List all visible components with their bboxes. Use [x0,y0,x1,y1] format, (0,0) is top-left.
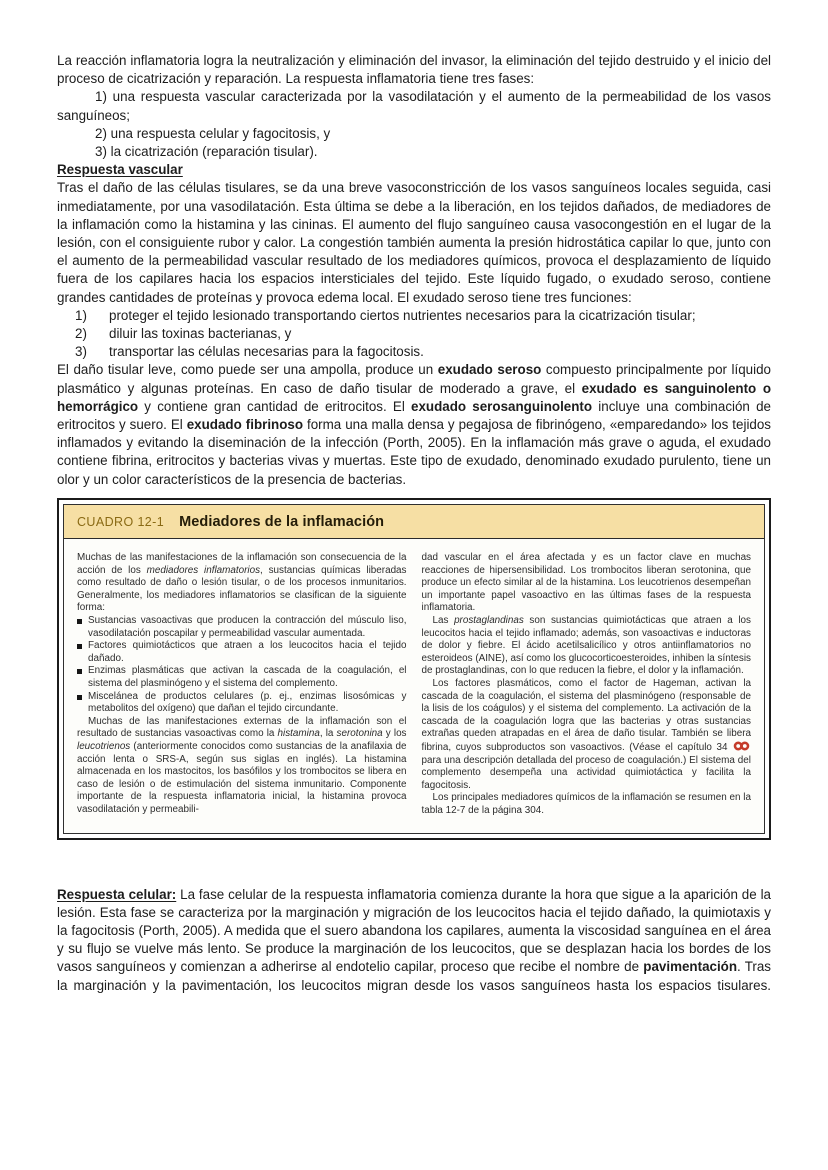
list-number: 2) [75,326,87,342]
cuadro-header [64,505,764,539]
cuadro-body [64,539,764,832]
bullet-text: Enzimas plasmáticas que activan la cascada de la coagulación, el sistema del plasminógeno y el sistema del complemento. [88,665,407,690]
phase-item-2: 2) una respuesta celular y fagocitosis, y [95,125,331,141]
box-paragraph [77,716,407,817]
exudate-function-2 [75,325,771,343]
cuadro-left-column [77,552,407,817]
text-run: Las [432,615,455,627]
text-run: para una descripción detallada del proceso de coagulación.) El sistema del complemento desempeña una actividad quimiotáctica y facilita la fagocitosis. [421,754,751,791]
bold-term: pavimentación [643,959,738,975]
italic-term: prostaglandinas [454,615,524,627]
bold-term: exudado serosanguinolento [411,398,593,414]
text-run: Muchas de las manifestaciones externas de la inflamación son el resultado de sustancias vasoactivas como la [77,715,407,740]
cuadro-label: CUADRO 12-1 [77,514,165,529]
italic-term: serotonina [336,728,383,740]
text-run: forma una malla densa y pegajosa de fibrinógeno, «emparedando» los tejidos inflamados y evitando la diseminación de la infección (Porth, 2005). En la inflamación más grave o aguda, el exudado contiene fibrina, eritrocitos y bacterias vivas y muertas. Este tipo de exudado, denominado exudado purulento, tiene un olor y un color característicos de la presencia de bacterias. [57,417,772,487]
heading-text: Respuesta vascular [57,162,183,178]
box-paragraph: Los principales mediadores químicos de la inflamación se resumen en la tabla 12-7 de la página 304. [421,792,751,816]
box-paragraph [77,552,407,615]
bullet-item [77,640,407,665]
text-run: La fase celular de la respuesta inflamatoria comienza durante la hora que sigue a la aparición de la lesión. Esta fase se caracteriza por la marginación y migración de los leucocitos hacia el tejido dañado, la quimiotaxis y la fagocitosis (Porth, 2005). A medida que el suero abandona los capilares, aumenta la viscosidad sanguínea en el área y su flujo se vuelve más lento. Se produce la marginación de los leucocitos, que se desplazan hacia los bordes de los vasos sanguíneos y comienzan a adherirse al endotelio capilar, proceso que recibe el nombre de [57,886,771,975]
list-text: transportar las células necesarias para la fagocitosis. [109,344,424,360]
box-paragraph [422,615,752,678]
bullet-text: Factores quimiotácticos que atraen a los leucocitos hacia el tejido dañado. [88,640,407,664]
cuadro-right-column [422,552,752,817]
cross-reference-icon [733,741,750,751]
text-run: , la [319,728,337,740]
text-run: (anteriormente conocidos como sustancias de la anafilaxia de acción lenta o SRS-A, según sus siglas en inglés). La histamina almacenada en los mastocitos, los basófilos y los trombocitos se libera en caso de lesión o de estimulación del sistema inmunitario. Componente importante de la respuesta inflamatoria inicial, la histamina provoca vasodilatación y permeabili- [77,740,407,815]
text-run: Los factores plasmáticos, como el factor de Hageman, activan la cascada de la coagulación, el sistema del plasminógeno (responsable de la lisis de los coágulos) y el sistema del complemento. La activación de la cascada de la coagulación logra que las bacterias y otras sustancias extrañas queden atrapadas en el área de daño tisular. También se libera fibrina, cuyos subproductos son vasoactivos. (Véase el capítulo 34 [421,678,751,753]
italic-term: histamina [277,728,320,740]
text-run: y contiene gran cantidad de eritrocitos. El [138,398,412,414]
bullet-text: Miscelánea de productos celulares (p. ej., enzimas lisosómicas y metabolitos del oxígeno) que dañan el tejido circundante. [88,690,407,715]
paragraph-celular [57,886,771,995]
phase-item-3: 3) la cicatrización (reparación tisular). [95,144,318,160]
list-number: 3) [75,344,87,360]
paragraph-exudate-types [57,361,771,488]
square-bullet-icon [77,619,82,624]
square-bullet-icon [77,644,82,649]
text-run: incluye una combinación de eritrocitos y suero. El [57,398,771,433]
exudate-function-3 [75,343,771,361]
text-run: Muchas de las manifestaciones de la inflamación son consecuencia de la acción de los [77,552,407,576]
italic-term: leucotrienos [77,740,131,752]
bullet-item [77,615,407,640]
paragraph-vascular: Tras el daño de las células tisulares, se da una breve vasoconstricción de los vasos sanguíneos locales seguida, casi inmediatamente, por una vasodilatación. Esta última se debe a la liberación, en los tejidos dañados, de mediadores de la inflamación como la histamina y las cininas. El aumento del flujo sanguíneo causa vasocongestión en el lugar de la lesión, con el consiguiente rubor y calor. La congestión también aumenta la presión hidrostática capilar lo que, junto con el aumento de la permeabilidad vascular resultado de los mediadores químicos, provoca el desplazamiento de líquido fuera de los capilares hacia los espacios intersticiales del tejido. Este líquido fugado, o exudado seroso, contiene grandes cantidades de proteínas y provoca edema local. El exudado seroso tiene tres funciones: [57,180,771,305]
phase-item-1: 1) una respuesta vascular caracterizada por la vasodilatación y el aumento de la permeabilidad de los vasos sanguíneos; [57,89,771,123]
list-text: proteger el tejido lesionado transportando ciertos nutrientes necesarios para la cicatrización tisular; [109,307,696,323]
text-run: . Tras la marginación y la pavimentación, los leucocitos migran desde los vasos sanguíneos hasta los espacios tisulares. [57,959,772,993]
bullet-text: Sustancias vasoactivas que producen la contracción del músculo liso, vasodilatación poscapilar y permeabilidad vascular aumentada. [88,615,407,639]
bold-term: exudado es sanguinolento o hemorrágico [57,380,771,414]
bold-term: exudado seroso [437,362,542,378]
bold-term: exudado fibrinoso [186,417,304,433]
box-paragraph [422,678,752,792]
heading-text: Respuesta celular: [57,886,177,902]
cuadro-title: Mediadores de la inflamación [179,513,385,530]
text-run: son sustancias quimiotácticas que atraen a los leucocitos hacia el tejido inflamado; además, son vasoactivas e inductoras de dolor y fiebre. El ácido acetilsalicílico y otros antiinflamatorios no esteroideos (AINE), así como los glucocorticoesteroides, inhiben la síntesis de prostaglandinas, con lo que reducen la fiebre, el dolor y la inflamación. [421,615,751,677]
text-run: compuesto principalmente por líquido plasmático y algunas proteínas. En caso de daño tisular de moderado a grave, el [57,362,771,396]
text-run: y los [382,728,407,740]
box-paragraph: dad vascular en el área afectada y es un factor clave en muchas reacciones de hipersensibilidad. Los trombocitos liberan serotonina, que produce un efecto similar al de la histamina. Los leucotrienos desempeñan un importante papel vasoactivo en las últimas fases de la respuesta inflamatoria. [421,552,751,614]
exudate-function-1 [75,307,771,325]
text-run: El daño tisular leve, como puede ser una ampolla, produce un [57,362,438,378]
list-number: 1) [75,307,87,323]
bullet-item [77,665,407,690]
square-bullet-icon [77,669,82,674]
cuadro-inner-frame [63,504,765,834]
paragraph-intro: La reacción inflamatoria logra la neutralización y eliminación del invasor, la eliminación del tejido destruido y el inicio del proceso de cicatrización y reparación. La respuesta inflamatoria tiene tres fases: [57,53,771,87]
text-run: , sustancias químicas liberadas como resultado de daño o lesión tisular, o de los procesos inmunitarios. Generalmente, los mediadores inflamatorios se clasifican de la siguiente forma: [77,564,407,614]
square-bullet-icon [77,695,82,700]
list-text: diluir las toxinas bacterianas, y [109,326,292,342]
cuadro-12-1-box [57,498,771,840]
bullet-item [77,691,407,716]
italic-term: mediadores inflamatorios [146,564,261,576]
vascular-heading [57,161,771,179]
